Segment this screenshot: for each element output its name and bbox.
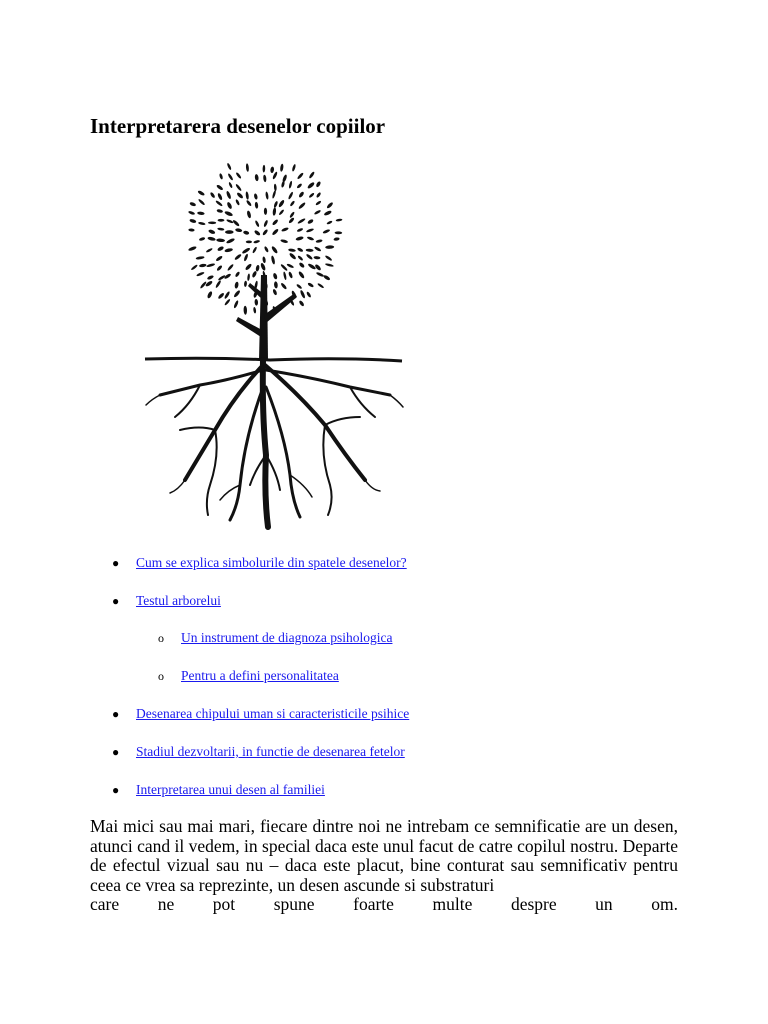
intro-paragraph <box>90 817 678 915</box>
leaf-mark <box>298 191 305 198</box>
toc-link-symbols[interactable]: Cum se explica simbolurile din spatele desenelor? <box>136 555 407 570</box>
leaf-mark <box>245 191 249 200</box>
leaf-mark <box>196 256 205 260</box>
leaf-mark <box>188 246 197 252</box>
leaf-mark <box>297 247 304 253</box>
leaf-mark <box>199 263 207 267</box>
leaf-mark <box>254 220 259 227</box>
bullet-icon: ● <box>112 556 120 570</box>
leaf-mark <box>228 182 233 189</box>
leaf-mark <box>243 253 248 261</box>
leaf-mark <box>254 193 259 200</box>
leaf-mark <box>247 273 250 281</box>
leaf-mark <box>216 265 223 272</box>
leaf-mark <box>296 283 303 289</box>
leaf-mark <box>295 236 304 241</box>
leaf-mark <box>235 183 242 191</box>
leaf-mark <box>217 246 225 252</box>
leaf-mark <box>188 210 195 215</box>
leaf-mark <box>288 248 296 252</box>
leaf-mark <box>208 229 216 235</box>
leaf-mark <box>272 273 277 280</box>
circle-bullet-icon: o <box>158 631 164 645</box>
leaf-mark <box>283 271 287 280</box>
leaf-mark <box>245 263 253 271</box>
leaf-mark <box>232 219 240 227</box>
leaf-mark <box>224 291 231 300</box>
bullet-icon: ● <box>112 783 120 797</box>
leaf-mark <box>298 300 304 307</box>
leaf-mark <box>323 274 331 281</box>
toc-link-human-face[interactable]: Desenarea chipului uman si caracteristicile psihice <box>136 706 410 721</box>
leaf-mark <box>215 280 222 289</box>
leaf-mark <box>197 211 205 215</box>
leaf-mark <box>296 183 302 189</box>
bullet-icon: ● <box>112 594 120 608</box>
leaf-mark <box>217 227 224 231</box>
leaf-mark <box>251 270 257 278</box>
leaf-mark <box>274 184 277 192</box>
leaf-mark <box>314 264 322 272</box>
leaf-mark <box>313 256 320 260</box>
leaf-mark <box>234 281 239 288</box>
leaf-mark <box>243 230 250 235</box>
leaf-mark <box>226 238 236 245</box>
leaf-mark <box>206 248 213 254</box>
leaf-mark <box>271 228 279 236</box>
leaf-mark <box>253 240 260 244</box>
toc-link-diagnostic-tool[interactable]: Un instrument de diagnoza psihologica <box>181 630 393 645</box>
leaf-mark <box>235 172 242 179</box>
leaf-mark <box>322 229 330 234</box>
leaf-mark <box>198 198 206 205</box>
leaf-mark <box>263 220 268 228</box>
leaf-mark <box>253 307 256 314</box>
leaf-mark <box>262 256 266 263</box>
leaf-mark <box>323 210 332 217</box>
leaf-mark <box>246 210 251 218</box>
leaf-mark <box>218 219 225 222</box>
toc-link-development-stage[interactable]: Stadiul dezvoltarii, in functie de desenarea fetelor <box>136 744 405 759</box>
leaf-mark <box>190 264 198 271</box>
leaf-mark <box>208 221 216 224</box>
leaf-mark <box>264 208 267 215</box>
leaf-mark <box>197 190 205 196</box>
leaf-mark <box>280 164 284 172</box>
leaf-mark <box>246 163 250 172</box>
leaf-mark <box>306 249 314 253</box>
leaf-mark <box>262 165 265 173</box>
leaf-mark <box>254 230 261 237</box>
leaf-mark <box>234 253 242 260</box>
leaf-mark <box>292 164 297 172</box>
leaf-mark <box>205 280 213 287</box>
leaf-mark <box>217 292 224 299</box>
leaf-mark <box>288 191 294 199</box>
leaf-mark <box>207 291 213 299</box>
leaf-mark <box>288 181 292 189</box>
leaf-mark <box>215 255 223 262</box>
leaf-mark <box>307 236 315 241</box>
leaf-mark <box>298 262 305 269</box>
leaf-mark <box>306 228 314 233</box>
intro-paragraph-text: Mai mici sau mai mari, fiecare dintre noi ne intrebam ce semnificatie are un desen, atunci cand il vedem, in special daca este unul facut de catre copilul nostru. Departe de efectul vizual sau nu – daca este placut, bine conturat sau semnificativ pentru ceea ce vrea sa reprezinte, un desen ascunde si substraturi <box>90 816 678 895</box>
bullet-icon: ● <box>112 707 120 721</box>
leaf-mark <box>206 263 215 268</box>
leaf-mark <box>271 255 276 264</box>
leaf-mark <box>235 271 241 278</box>
leaf-mark <box>199 237 206 242</box>
leaf-mark <box>236 192 244 200</box>
leaf-mark <box>326 220 332 225</box>
leaf-mark <box>216 238 225 242</box>
circle-bullet-icon: o <box>158 669 164 683</box>
leaf-mark <box>224 248 233 253</box>
leaf-mark <box>306 253 314 260</box>
leaf-mark <box>260 262 266 271</box>
leaf-mark <box>280 282 287 290</box>
leaf-mark <box>254 174 259 181</box>
leaf-mark <box>316 192 322 198</box>
leaf-mark <box>219 173 224 180</box>
leaf-mark <box>289 200 295 207</box>
leaf-mark <box>216 209 223 214</box>
leaf-mark <box>225 230 234 234</box>
bullet-icon: ● <box>112 745 120 759</box>
leaf-mark <box>252 246 258 253</box>
leaf-mark <box>244 281 247 287</box>
leaf-mark <box>235 199 240 206</box>
leaf-mark <box>289 252 297 260</box>
leaf-mark <box>243 306 247 315</box>
leaf-mark <box>254 202 258 209</box>
leaf-mark <box>289 211 295 218</box>
leaf-mark <box>325 255 333 262</box>
tree-with-roots-illustration <box>140 155 410 535</box>
leaf-mark <box>333 237 339 241</box>
leaf-mark <box>298 202 306 210</box>
leaf-mark <box>227 173 233 181</box>
leaf-mark <box>226 219 234 224</box>
leaf-mark <box>227 263 234 271</box>
leaf-mark <box>306 291 312 298</box>
leaf-mark <box>271 246 279 255</box>
leaf-mark <box>325 263 334 267</box>
leaf-mark <box>224 210 233 217</box>
intro-paragraph-last-line: care ne pot spune foarte multe despre un om. <box>90 894 678 914</box>
leaf-mark <box>188 228 194 232</box>
leaf-mark <box>210 192 216 199</box>
leaf-mark <box>307 263 316 270</box>
leaf-mark <box>226 201 232 209</box>
leaf-mark <box>233 300 239 309</box>
leaf-mark <box>272 207 276 216</box>
toc-link-tree-test[interactable]: Testul arborelui <box>136 593 221 608</box>
leaf-mark <box>226 191 232 200</box>
leaf-mark <box>326 202 334 210</box>
leaf-mark <box>255 265 260 272</box>
leaf-mark <box>246 241 252 244</box>
leaf-mark <box>272 190 277 199</box>
leaf-mark <box>286 263 294 269</box>
page-title: Interpretarera desenelor copiilor <box>90 114 386 138</box>
leaf-mark <box>273 201 278 209</box>
leaf-mark <box>272 219 279 226</box>
leaf-mark <box>196 271 205 277</box>
leaf-mark <box>316 271 325 277</box>
toc-link-personality[interactable]: Pentru a defini personalitatea <box>181 668 339 683</box>
leaf-mark <box>281 181 285 188</box>
leaf-mark <box>207 236 216 241</box>
toc-link-family-drawing[interactable]: Interpretarea unui desen al familiei <box>136 782 325 797</box>
leaf-mark <box>189 201 196 207</box>
leaf-mark <box>315 200 322 206</box>
leaf-mark <box>307 282 314 288</box>
leaf-mark <box>274 281 278 288</box>
leaf-mark <box>241 247 250 254</box>
leaf-mark <box>315 181 321 188</box>
leaf-mark <box>217 193 223 201</box>
leaf-mark <box>297 228 304 233</box>
leaf-mark <box>288 271 293 278</box>
leaf-mark <box>207 275 215 281</box>
leaf-mark <box>297 218 306 225</box>
leaf-mark <box>215 200 223 207</box>
leaf-mark <box>299 290 305 299</box>
leaf-mark <box>265 191 269 199</box>
leaf-mark <box>278 199 285 208</box>
leaf-mark <box>297 255 303 261</box>
leaf-mark <box>198 222 206 226</box>
leaf-mark <box>233 290 241 298</box>
leaf-mark <box>336 218 343 221</box>
leaf-mark <box>308 192 314 198</box>
leaf-mark <box>317 283 324 289</box>
leaf-mark <box>308 171 315 179</box>
leaf-mark <box>189 218 196 223</box>
leaf-mark <box>262 229 269 236</box>
leaf-mark <box>216 184 224 191</box>
leaf-mark <box>314 209 322 215</box>
leaf-mark <box>281 227 289 232</box>
leaf-mark <box>297 172 305 180</box>
leaf-mark <box>254 299 258 306</box>
leaf-mark <box>226 163 231 171</box>
leaf-mark <box>246 199 253 206</box>
leaf-mark <box>270 166 274 173</box>
leaf-mark <box>280 239 288 244</box>
leaf-mark <box>315 239 322 243</box>
leaf-mark <box>298 271 305 279</box>
leaf-mark <box>235 228 242 233</box>
leaf-mark <box>307 181 316 189</box>
leaf-mark <box>282 174 288 183</box>
leaf-mark <box>278 209 284 216</box>
leaf-mark <box>288 217 295 224</box>
leaf-mark <box>264 246 269 253</box>
leaf-mark <box>314 246 322 252</box>
leaf-mark <box>307 219 314 225</box>
leaf-mark <box>272 289 277 296</box>
leaf-mark <box>325 245 334 249</box>
leaf-mark <box>335 231 343 234</box>
leaf-mark <box>224 298 231 305</box>
leaf-mark <box>263 175 267 183</box>
